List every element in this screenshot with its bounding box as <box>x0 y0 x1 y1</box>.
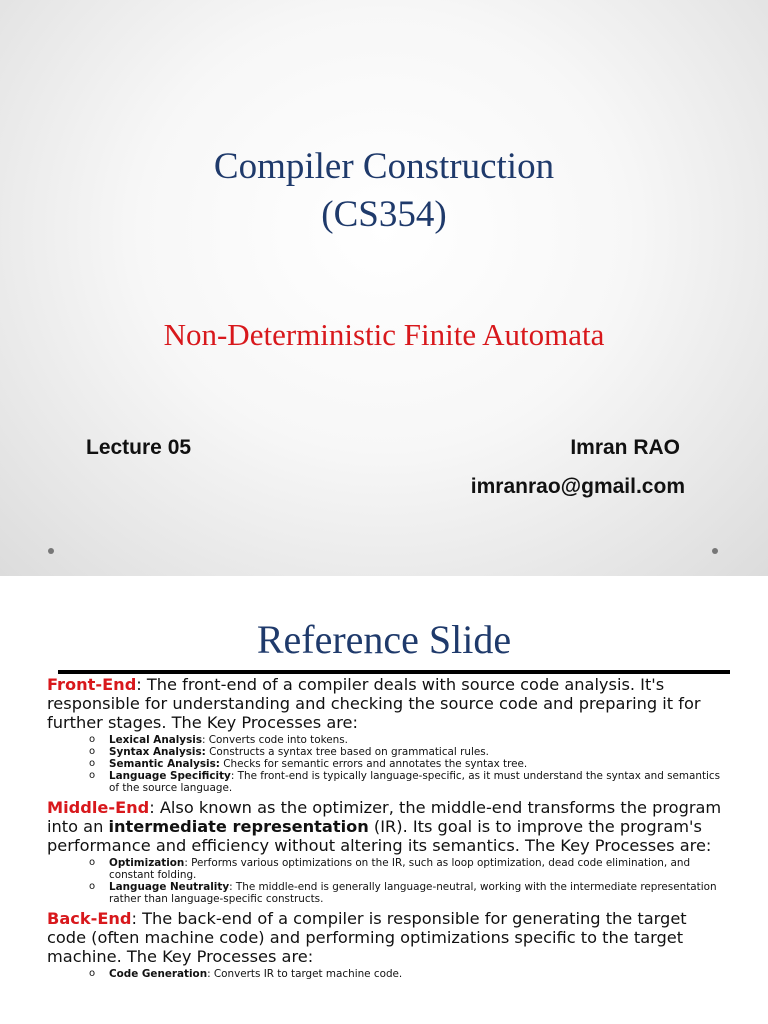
middle-end-paragraph <box>47 798 727 855</box>
decorative-dot-right <box>712 548 718 554</box>
list-item <box>89 881 727 905</box>
front-end-text: : The front-end of a compiler deals with source code analysis. It's responsible for understanding and checking the source code and preparing it for further stages. The Key Processes are: <box>47 675 701 732</box>
back-end-text: : The back-end of a compiler is responsible for generating the target code (often machine code) and performing optimizations specific to the target machine. The Key Processes are: <box>47 909 687 966</box>
list-item-text: : Converts code into tokens. <box>202 734 348 746</box>
list-item-text: : The front-end is typically language-specific, as it must understand the syntax and semantics of the source language. <box>109 770 721 794</box>
front-end-paragraph <box>47 675 727 732</box>
middle-end-heading: Middle-End <box>47 798 150 817</box>
list-item-text: : The middle-end is generally language-neutral, working with the intermediate representation rather than language-specific constructs. <box>109 881 717 905</box>
front-end-process-list <box>47 734 727 794</box>
list-item <box>89 758 727 770</box>
list-item-key: Semantic Analysis: <box>109 758 220 770</box>
reference-slide <box>0 576 768 1024</box>
list-item-key: Language Neutrality <box>109 881 230 893</box>
middle-end-process-list <box>47 857 727 905</box>
lecture-topic: Non-Deterministic Finite Automata <box>163 317 605 352</box>
list-item-key: Optimization <box>109 857 185 869</box>
middle-end-text-continued: (IR). Its goal is to improve the program's performance and efficiency without altering its semantics. The Key Processes are: <box>47 817 712 855</box>
list-item-text: : Performs various optimizations on the IR, such as loop optimization, dead code elimination, and constant folding. <box>109 857 691 881</box>
title-divider <box>58 670 730 674</box>
back-end-heading: Back-End <box>47 909 132 928</box>
list-item <box>89 770 727 794</box>
middle-end-emphasis: intermediate representation <box>108 817 369 836</box>
author-name: Imran RAO <box>570 436 680 459</box>
back-end-paragraph <box>47 909 727 966</box>
list-item <box>89 746 727 758</box>
reference-slide-title: Reference Slide <box>256 617 512 662</box>
course-code: (CS354) <box>321 194 447 235</box>
course-title: Compiler Construction <box>213 146 555 187</box>
slide-body <box>47 675 727 984</box>
list-item-text: Checks for semantic errors and annotates the syntax tree. <box>219 758 528 770</box>
middle-end-text: : Also known as the optimizer, the middle-end transforms the program into an <box>47 798 722 836</box>
author-email: imranrao@gmail.com <box>470 475 685 498</box>
list-item-text: Constructs a syntax tree based on grammatical rules. <box>205 746 489 758</box>
list-item <box>89 734 727 746</box>
list-item <box>89 968 727 980</box>
front-end-heading: Front-End <box>47 675 137 694</box>
list-item-key: Code Generation <box>109 968 208 980</box>
list-item-text: : Converts IR to target machine code. <box>207 968 403 980</box>
lecture-number: Lecture 05 <box>86 436 192 459</box>
list-item-key: Syntax Analysis: <box>109 746 206 758</box>
back-end-process-list <box>47 968 727 980</box>
list-item-key: Language Specificity <box>109 770 231 782</box>
list-item <box>89 857 727 881</box>
decorative-dot-left <box>48 548 54 554</box>
list-item-key: Lexical Analysis <box>109 734 202 746</box>
